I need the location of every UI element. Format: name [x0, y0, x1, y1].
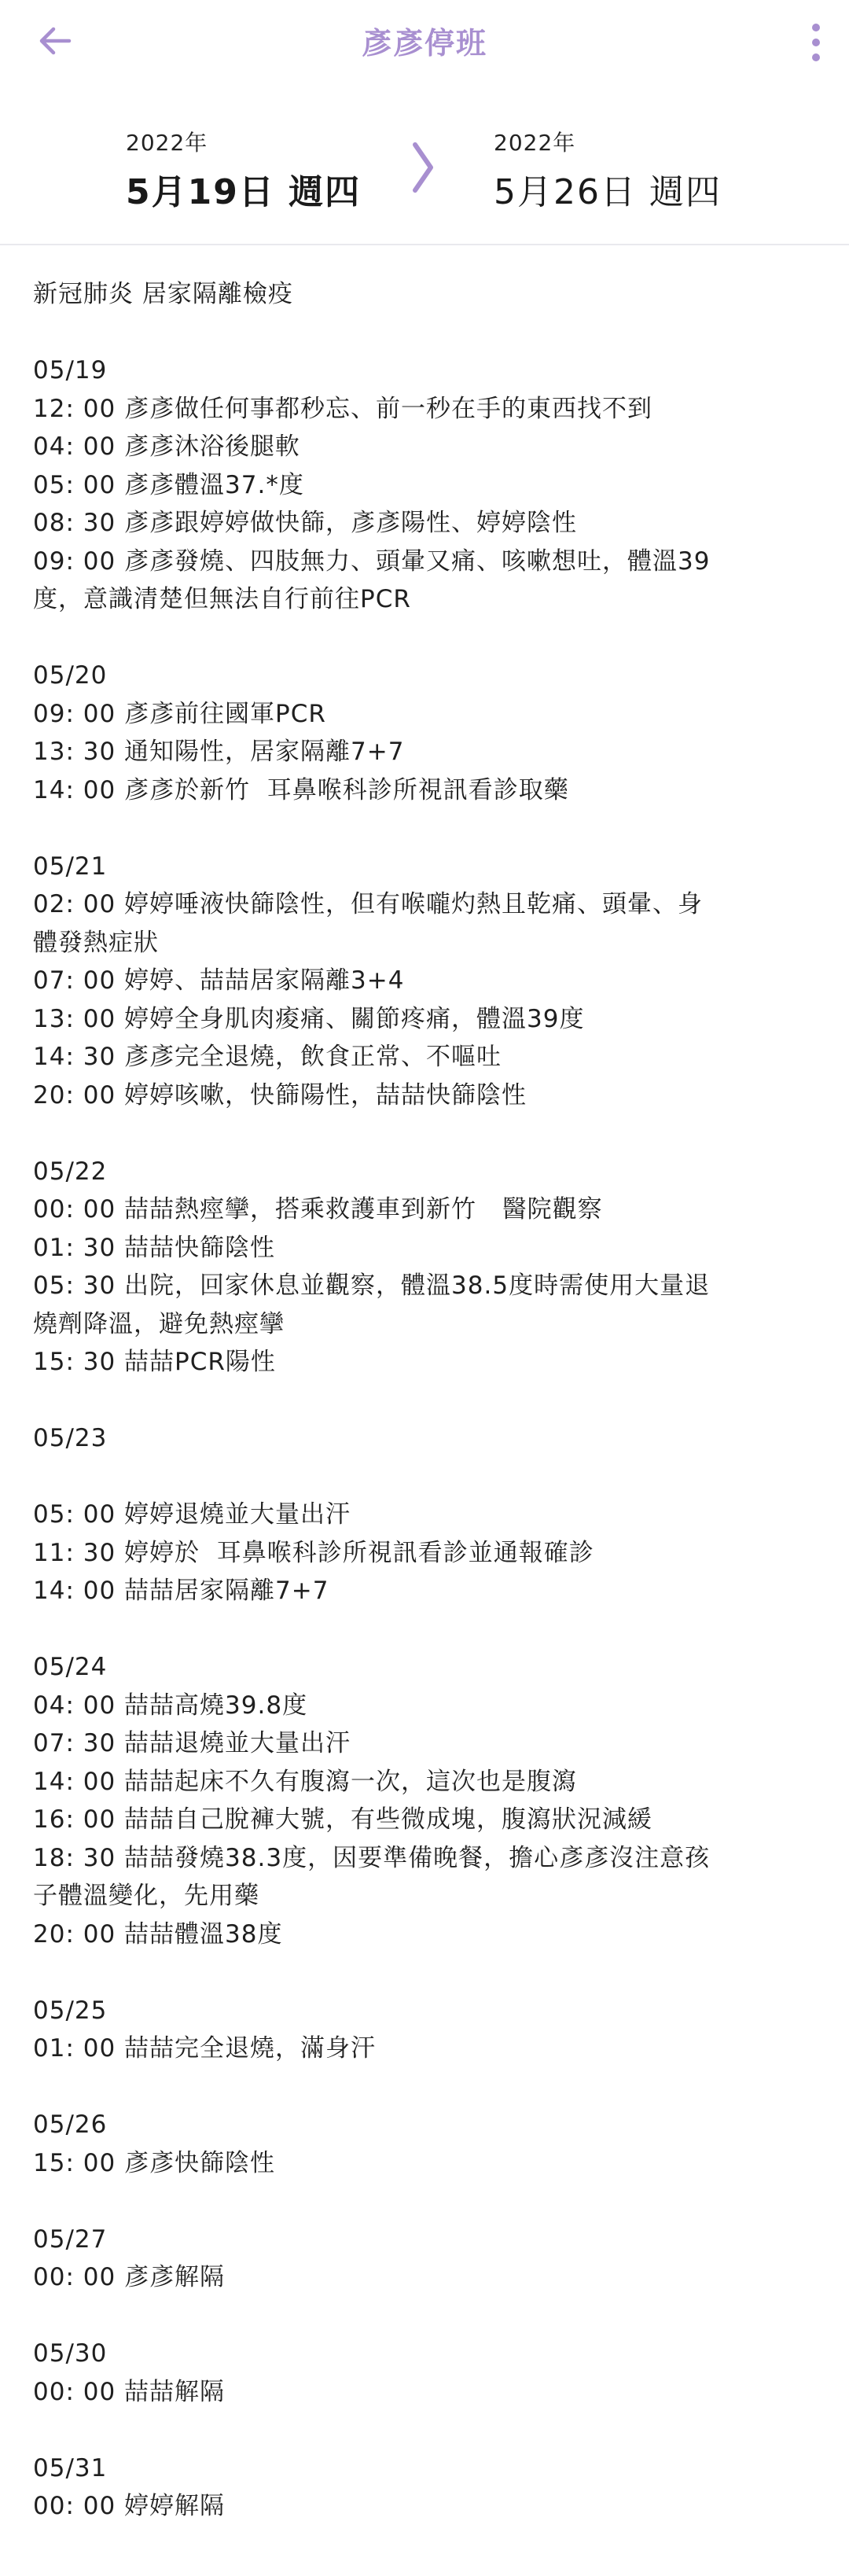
- note-line: 05: 30 出院，回家休息並觀察，體溫38.5度時需使用大量退: [33, 1271, 711, 1300]
- note-line: 13: 00 婷婷全身肌肉痠痛、關節疼痛，體溫39度: [33, 1004, 585, 1033]
- more-vertical-icon: [812, 24, 820, 31]
- note-line: 20: 00 喆喆體溫38度: [33, 1919, 283, 1949]
- note-line: 00: 00 喆喆解隔: [33, 2377, 226, 2406]
- blank-line: [33, 1382, 803, 1420]
- note-line: 00: 00 彥彥解隔: [33, 2263, 226, 2291]
- note-line: 07: 00 婷婷、喆喆居家隔離3+4: [33, 966, 405, 995]
- note-line: 05/21: [33, 852, 108, 881]
- blank-line: [33, 314, 803, 352]
- blank-line: [33, 1953, 803, 1992]
- start-date[interactable]: [126, 126, 361, 214]
- note-line: 13: 30 通知陽性，居家隔離7+7: [33, 738, 405, 766]
- note-line: 度，意識清楚但無法自行前往PCR: [33, 585, 411, 613]
- note-line: 00: 00 婷婷解隔: [33, 2492, 226, 2520]
- divider: [0, 244, 849, 245]
- note-line: 20: 00 婷婷咳嗽，快篩陽性，喆喆快篩陰性: [33, 1080, 527, 1110]
- note-line: 15: 30 喆喆PCR陽性: [33, 1348, 276, 1376]
- note-line: 05/30: [33, 2339, 108, 2368]
- blank-line: [33, 1114, 803, 1153]
- note-line: 09: 00 彥彥前往國軍PCR: [33, 699, 326, 728]
- blank-line: [33, 809, 803, 848]
- note-line: 05/19: [33, 356, 108, 385]
- note-line: 07: 30 喆喆退燒並大量出汗: [33, 1729, 351, 1757]
- note-line: 08: 30 彥彥跟婷婷做快篩，彥彥陽性、婷婷陰性: [33, 509, 578, 537]
- note-line: 新冠肺炎 居家隔離檢疫: [33, 280, 293, 308]
- note-line: 01: 30 喆喆快篩陰性: [33, 1233, 276, 1262]
- note-line: 05/31: [33, 2453, 108, 2482]
- note-line: 11: 30 婷婷於 耳鼻喉科診所視訊看診並通報確診: [33, 1538, 594, 1567]
- note-line: 體發熱症狀: [33, 928, 159, 957]
- blank-line: [33, 619, 803, 657]
- note-line: 14: 00 喆喆起床不久有腹瀉一次，這次也是腹瀉: [33, 1767, 578, 1796]
- note-line: 子體溫變化，先用藥: [33, 1882, 259, 1910]
- note-content[interactable]: [33, 275, 803, 2526]
- note-line: 18: 30 喆喆發燒38.3度，因要準備晚餐，擔心彥彥沒注意孩: [33, 1843, 711, 1872]
- note-line: 15: 00 彥彥快篩陰性: [33, 2148, 276, 2177]
- note-line: 05/22: [33, 1157, 108, 1186]
- end-day: 5月26日 週四: [494, 172, 722, 212]
- note-line: 09: 00 彥彥發燒、四肢無力、頭暈又痛、咳嗽想吐，體溫39: [33, 546, 711, 576]
- start-day: 5月19日 週四: [126, 172, 362, 212]
- note-line: 04: 00 喆喆高燒39.8度: [33, 1691, 308, 1720]
- note-line: 05/25: [33, 1996, 108, 2025]
- note-line: 14: 30 彥彥完全退燒，飲食正常、不嘔吐: [33, 1043, 502, 1071]
- note-line: 01: 00 喆喆完全退燒，滿身汗: [33, 2034, 377, 2063]
- note-line: 14: 00 彥彥於新竹 耳鼻喉科診所視訊看診取藥: [33, 775, 569, 804]
- note-line: 05/26: [33, 2110, 108, 2139]
- note-line: 05/24: [33, 1653, 108, 1681]
- end-date[interactable]: [494, 126, 722, 214]
- note-line: 05/27: [33, 2225, 108, 2254]
- note-line: 05: 00 彥彥體溫37.*度: [33, 470, 304, 499]
- more-options-button[interactable]: [800, 20, 832, 64]
- note-line: 16: 00 喆喆自己脫褲大號，有些微成塊，腹瀉狀況減緩: [33, 1805, 653, 1834]
- chevron-right-icon: [409, 140, 437, 195]
- note-line: 05/23: [33, 1424, 108, 1452]
- blank-line: [33, 1610, 803, 1649]
- note-line: 05/20: [33, 661, 108, 690]
- note-line: 燒劑降溫，避免熱痙攣: [33, 1309, 285, 1338]
- blank-line: [33, 2411, 803, 2449]
- note-line: 05: 00 婷婷退燒並大量出汗: [33, 1500, 351, 1529]
- page-title: 彥彥停班: [361, 26, 487, 61]
- start-year: 2022年: [126, 130, 208, 156]
- blank-line: [33, 2297, 803, 2335]
- note-line: 04: 00 彥彥沐浴後腿軟: [33, 432, 301, 461]
- note-line: 14: 00 喆喆居家隔離7+7: [33, 1577, 329, 1605]
- end-year: 2022年: [494, 130, 576, 156]
- note-line: 02: 00 婷婷唾液快篩陰性，但有喉嚨灼熱且乾痛、頭暈、身: [33, 890, 704, 918]
- app-bar: [0, 0, 849, 82]
- blank-line: [33, 2182, 803, 2221]
- blank-line: [33, 1458, 803, 1496]
- note-line: 12: 00 彥彥做任何事都秒忘、前一秒在手的東西找不到: [33, 394, 653, 423]
- blank-line: [33, 2068, 803, 2107]
- note-line: 00: 00 喆喆熱痙攣，搭乘救護車到新竹 醫院觀察: [33, 1195, 603, 1224]
